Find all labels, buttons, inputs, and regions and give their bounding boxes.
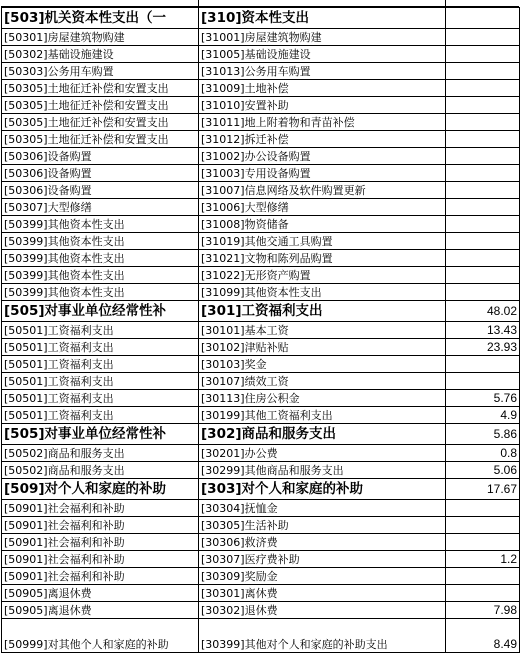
amount-cell xyxy=(446,199,520,216)
dept-class-cell: [31003]专用设备购置 xyxy=(199,165,446,182)
table-row xyxy=(2,534,520,551)
econ-class-cell: [50501]工资福利支出 xyxy=(2,390,199,407)
econ-class-cell: [50905]离退休费 xyxy=(2,585,199,602)
table-row xyxy=(2,182,520,199)
econ-class-cell: [50307]大型修缮 xyxy=(2,199,199,216)
amount-cell xyxy=(446,233,520,250)
dept-class-cell: [30309]奖励金 xyxy=(199,568,446,585)
dept-class-cell: [30107]绩效工资 xyxy=(199,373,446,390)
econ-class-cell: [50501]工资福利支出 xyxy=(2,407,199,424)
econ-class-cell: [50399]其他资本性支出 xyxy=(2,233,199,250)
dept-class-cell: [31013]公务用车购置 xyxy=(199,63,446,80)
table-row xyxy=(2,216,520,233)
dept-class-cell: [30101]基本工资 xyxy=(199,322,446,339)
dept-class-cell: [302]商品和服务支出 xyxy=(199,424,446,445)
econ-class-cell: [50501]工资福利支出 xyxy=(2,356,199,373)
amount-cell: 5.76 xyxy=(446,390,520,407)
amount-cell: 5.86 xyxy=(446,424,520,445)
econ-class-cell: [50399]其他资本性支出 xyxy=(2,267,199,284)
econ-class-cell: [50501]工资福利支出 xyxy=(2,339,199,356)
table-top-edge xyxy=(1,0,519,7)
dept-class-cell: [30304]抚恤金 xyxy=(199,500,446,517)
amount-cell: 5.06 xyxy=(446,462,520,479)
amount-cell xyxy=(446,46,520,63)
amount-cell xyxy=(446,500,520,517)
econ-class-cell: [503]机关资本性支出（一 xyxy=(2,8,199,29)
table-row xyxy=(2,267,520,284)
econ-class-cell: [50901]社会福利和补助 xyxy=(2,568,199,585)
amount-cell: 13.43 xyxy=(446,322,520,339)
econ-class-cell: [50399]其他资本性支出 xyxy=(2,250,199,267)
dept-class-cell: [30103]奖金 xyxy=(199,356,446,373)
table-row xyxy=(2,322,520,339)
amount-cell: 1.2 xyxy=(446,551,520,568)
amount-cell: 7.98 xyxy=(446,602,520,619)
amount-cell xyxy=(446,250,520,267)
table-row xyxy=(2,517,520,534)
table-row xyxy=(2,250,520,267)
dept-class-cell: [30113]住房公积金 xyxy=(199,390,446,407)
amount-cell xyxy=(446,534,520,551)
table-row xyxy=(2,585,520,602)
table-row xyxy=(2,619,520,653)
dept-class-cell: [30307]医疗费补助 xyxy=(199,551,446,568)
dept-class-cell: [301]工资福利支出 xyxy=(199,301,446,322)
table-section-header-row xyxy=(2,479,520,500)
econ-class-cell: [50905]离退休费 xyxy=(2,602,199,619)
amount-cell xyxy=(446,182,520,199)
amount-cell: 23.93 xyxy=(446,339,520,356)
dept-class-cell: [30299]其他商品和服务支出 xyxy=(199,462,446,479)
amount-cell: 4.9 xyxy=(446,407,520,424)
amount-cell xyxy=(446,97,520,114)
econ-class-cell: [50399]其他资本性支出 xyxy=(2,216,199,233)
table-row xyxy=(2,407,520,424)
dept-class-cell: [31021]文物和陈列品购置 xyxy=(199,250,446,267)
amount-cell xyxy=(446,356,520,373)
amount-cell xyxy=(446,80,520,97)
econ-class-cell: [50305]土地征迁补偿和安置支出 xyxy=(2,114,199,131)
table-row xyxy=(2,500,520,517)
table-row xyxy=(2,97,520,114)
econ-class-cell: [50502]商品和服务支出 xyxy=(2,445,199,462)
econ-class-cell: [505]对事业单位经常性补 xyxy=(2,424,199,445)
econ-class-cell: [50306]设备购置 xyxy=(2,165,199,182)
econ-class-cell: [50305]土地征迁补偿和安置支出 xyxy=(2,131,199,148)
dept-class-cell: [30301]离休费 xyxy=(199,585,446,602)
budget-classification-table xyxy=(1,7,520,653)
amount-cell xyxy=(446,114,520,131)
amount-cell xyxy=(446,216,520,233)
econ-class-cell: [50901]社会福利和补助 xyxy=(2,517,199,534)
amount-cell xyxy=(446,131,520,148)
dept-class-cell: [31008]物资储备 xyxy=(199,216,446,233)
table-row xyxy=(2,551,520,568)
dept-class-cell: [31012]拆迁补偿 xyxy=(199,131,446,148)
amount-cell xyxy=(446,63,520,80)
dept-class-cell: [31009]土地补偿 xyxy=(199,80,446,97)
dept-class-cell: [31007]信息网络及软件购置更新 xyxy=(199,182,446,199)
dept-class-cell: [303]对个人和家庭的补助 xyxy=(199,479,446,500)
table-row xyxy=(2,462,520,479)
amount-cell xyxy=(446,284,520,301)
dept-class-cell: [30399]其他对个人和家庭的补助支出 xyxy=(199,619,446,653)
table-row xyxy=(2,284,520,301)
table-row xyxy=(2,602,520,619)
econ-class-cell: [50303]公务用车购置 xyxy=(2,63,199,80)
table-row xyxy=(2,63,520,80)
dept-class-cell: [31099]其他资本性支出 xyxy=(199,284,446,301)
econ-class-cell: [50999]对其他个人和家庭的补助 xyxy=(2,619,199,653)
econ-class-cell: [50502]商品和服务支出 xyxy=(2,462,199,479)
amount-cell xyxy=(446,373,520,390)
dept-class-cell: [30302]退休费 xyxy=(199,602,446,619)
dept-class-cell: [30199]其他工资福利支出 xyxy=(199,407,446,424)
table-body xyxy=(2,8,520,653)
table-row xyxy=(2,29,520,46)
amount-cell xyxy=(446,29,520,46)
amount-cell: 0.8 xyxy=(446,445,520,462)
amount-cell xyxy=(446,165,520,182)
dept-class-cell: [31019]其他交通工具购置 xyxy=(199,233,446,250)
dept-class-cell: [310]资本性支出 xyxy=(199,8,446,29)
table-row xyxy=(2,148,520,165)
econ-class-cell: [50501]工资福利支出 xyxy=(2,322,199,339)
amount-cell xyxy=(446,267,520,284)
dept-class-cell: [30306]救济费 xyxy=(199,534,446,551)
dept-class-cell: [30102]津贴补贴 xyxy=(199,339,446,356)
table-row xyxy=(2,165,520,182)
econ-class-cell: [50302]基础设施建设 xyxy=(2,46,199,63)
econ-class-cell: [50901]社会福利和补助 xyxy=(2,551,199,568)
table-row xyxy=(2,46,520,63)
dept-class-cell: [31005]基础设施建设 xyxy=(199,46,446,63)
table-section-header-row xyxy=(2,8,520,29)
dept-class-cell: [31001]房屋建筑物购建 xyxy=(199,29,446,46)
table-section-header-row xyxy=(2,301,520,322)
amount-cell: 8.49 xyxy=(446,619,520,653)
econ-class-cell: [50501]工资福利支出 xyxy=(2,373,199,390)
econ-class-cell: [50301]房屋建筑物购建 xyxy=(2,29,199,46)
table-row xyxy=(2,114,520,131)
econ-class-cell: [50901]社会福利和补助 xyxy=(2,534,199,551)
table-row xyxy=(2,373,520,390)
table-row xyxy=(2,339,520,356)
dept-class-cell: [30201]办公费 xyxy=(199,445,446,462)
table-row xyxy=(2,199,520,216)
table-row xyxy=(2,390,520,407)
table-row xyxy=(2,568,520,585)
econ-class-cell: [50305]土地征迁补偿和安置支出 xyxy=(2,80,199,97)
dept-class-cell: [31011]地上附着物和青苗补偿 xyxy=(199,114,446,131)
econ-class-cell: [50305]土地征迁补偿和安置支出 xyxy=(2,97,199,114)
econ-class-cell: [50399]其他资本性支出 xyxy=(2,284,199,301)
table-row xyxy=(2,356,520,373)
econ-class-cell: [509]对个人和家庭的补助 xyxy=(2,479,199,500)
amount-cell xyxy=(446,8,520,29)
econ-class-cell: [505]对事业单位经常性补 xyxy=(2,301,199,322)
amount-cell xyxy=(446,568,520,585)
dept-class-cell: [30305]生活补助 xyxy=(199,517,446,534)
table-row xyxy=(2,131,520,148)
dept-class-cell: [31010]安置补助 xyxy=(199,97,446,114)
econ-class-cell: [50306]设备购置 xyxy=(2,182,199,199)
table-section-header-row xyxy=(2,424,520,445)
econ-class-cell: [50901]社会福利和补助 xyxy=(2,500,199,517)
dept-class-cell: [31006]大型修缮 xyxy=(199,199,446,216)
amount-cell xyxy=(446,148,520,165)
table-row xyxy=(2,80,520,97)
amount-cell: 17.67 xyxy=(446,479,520,500)
dept-class-cell: [31022]无形资产购置 xyxy=(199,267,446,284)
econ-class-cell: [50306]设备购置 xyxy=(2,148,199,165)
amount-cell xyxy=(446,585,520,602)
dept-class-cell: [31002]办公设备购置 xyxy=(199,148,446,165)
amount-cell xyxy=(446,517,520,534)
table-row xyxy=(2,445,520,462)
table-row xyxy=(2,233,520,250)
amount-cell: 48.02 xyxy=(446,301,520,322)
